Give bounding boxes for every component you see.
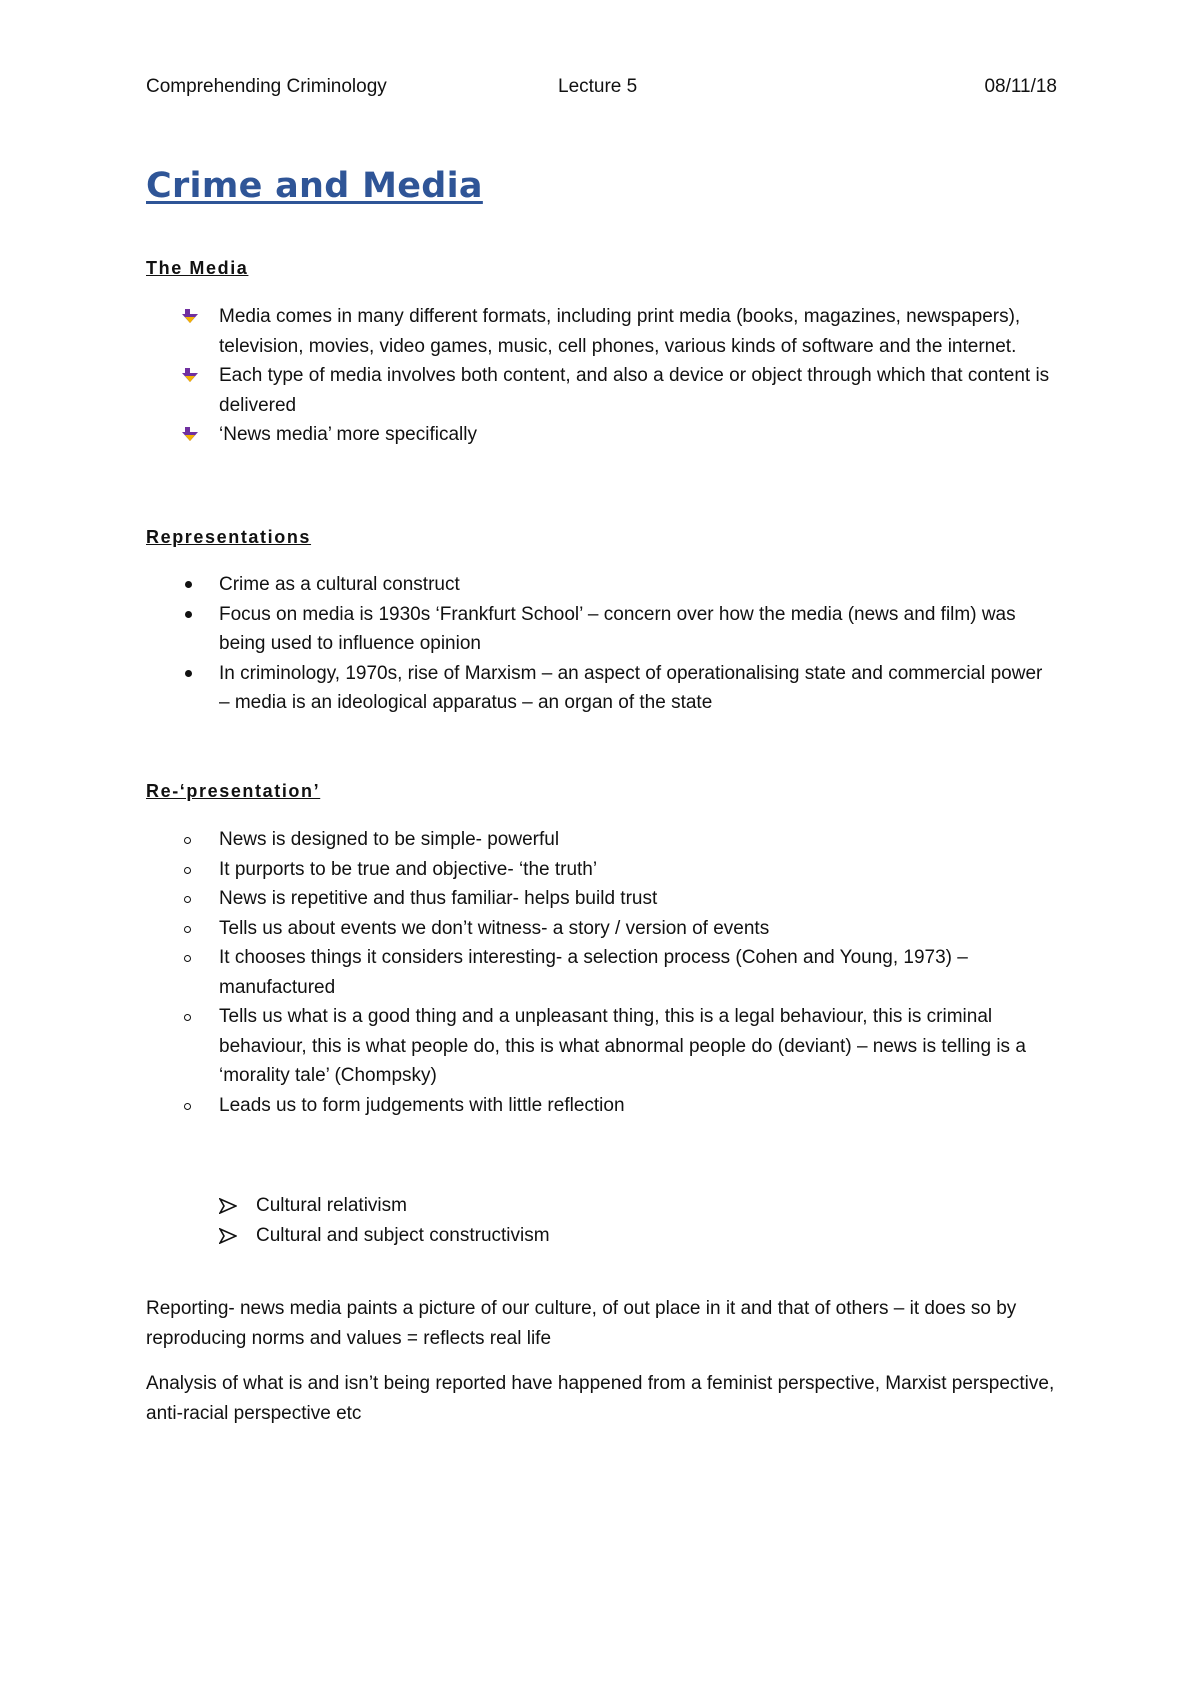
- list-item: [146, 1002, 1057, 1091]
- list-item-text: Cultural relativism: [256, 1195, 407, 1216]
- header-lecture: Lecture 5: [558, 76, 638, 97]
- hollow-circle-bullet-icon: [182, 825, 202, 854]
- chevron-arrow-bullet-icon: [219, 1221, 239, 1250]
- heading-representations: Representations: [146, 527, 312, 547]
- hollow-circle-bullet-icon: [182, 884, 202, 913]
- list-item: [146, 825, 1057, 855]
- list-item: [146, 884, 1057, 914]
- arrow-bullet-icon: [182, 361, 202, 390]
- list-item-text: Tells us about events we don’t witness- a story / version of events: [219, 917, 770, 939]
- list-item-text: Media comes in many different formats, including print media (books, magazines, newspapers), television, movies, video games, music, cell phones, various kinds of software and the internet.: [219, 306, 1021, 357]
- representation-sublist: [146, 1191, 1057, 1250]
- list-item: [146, 1221, 1057, 1251]
- representation-list: [146, 825, 1057, 1120]
- list-item-text: It purports to be true and objective- ‘the truth’: [219, 858, 598, 880]
- list-item-text: News is designed to be simple- powerful: [219, 829, 560, 850]
- list-item-text: Focus on media is 1930s ‘Frankfurt School’ – concern over how the media (news and film) was being used to influence opinion: [219, 603, 1016, 654]
- list-item-text: It chooses things it considers interesting- a selection process (Cohen and Young, 1973) – manufactured: [219, 947, 968, 998]
- document-title: Crime and Media: [146, 166, 483, 206]
- chevron-arrow-bullet-icon: [219, 1191, 239, 1220]
- list-item-text: News is repetitive and thus familiar- helps build trust: [219, 888, 658, 909]
- header-date: 08/11/18: [984, 76, 1057, 97]
- list-item-text: ‘News media’ more specifically: [219, 424, 477, 445]
- arrow-bullet-icon: [182, 302, 202, 331]
- list-item: [146, 659, 1057, 718]
- list-item: [146, 1191, 1057, 1221]
- hollow-circle-bullet-icon: [182, 943, 202, 972]
- list-item: [146, 361, 1057, 420]
- list-item-text: Each type of media involves both content, and also a device or object through which that content is delivered: [219, 365, 1050, 416]
- heading-re-presentation: Re-‘presentation’: [146, 781, 321, 801]
- filled-dot-bullet-icon: [182, 570, 202, 599]
- paragraph-reporting: Reporting- news media paints a picture of our culture, of out place in it and that of others – it does so by reproducing norms and values = reflects real life: [146, 1298, 1017, 1349]
- heading-the-media: The Media: [146, 258, 249, 278]
- list-item-text: Tells us what is a good thing and a unpleasant thing, this is a legal behaviour, this is criminal behaviour, this is what people do, this is what abnormal people do (deviant) – news is telling is a ‘morality tale’ (Chompsky): [219, 1006, 1026, 1086]
- page-header: [146, 76, 1057, 104]
- header-course: Comprehending Criminology: [146, 76, 387, 97]
- representations-list: [146, 570, 1057, 718]
- arrow-bullet-icon: [182, 420, 202, 449]
- list-item: [146, 855, 1057, 885]
- hollow-circle-bullet-icon: [182, 914, 202, 943]
- list-item-text: Cultural and subject constructivism: [256, 1224, 550, 1246]
- filled-dot-bullet-icon: [182, 600, 202, 629]
- list-item-text: Leads us to form judgements with little reflection: [219, 1094, 625, 1116]
- list-item: [146, 943, 1057, 1002]
- paragraph-analysis: Analysis of what is and isn’t being reported have happened from a feminist perspective, Marxist perspective, anti-racial perspective etc: [146, 1373, 1055, 1424]
- hollow-circle-bullet-icon: [182, 1002, 202, 1031]
- list-item: [146, 914, 1057, 944]
- list-item: [146, 302, 1057, 361]
- filled-dot-bullet-icon: [182, 659, 202, 688]
- list-item: [146, 1091, 1057, 1121]
- media-list: [146, 302, 1057, 450]
- list-item: [146, 600, 1057, 659]
- list-item: [146, 570, 1057, 600]
- hollow-circle-bullet-icon: [182, 1091, 202, 1120]
- hollow-circle-bullet-icon: [182, 855, 202, 884]
- list-item: [146, 420, 1057, 450]
- list-item-text: Crime as a cultural construct: [219, 574, 460, 595]
- list-item-text: In criminology, 1970s, rise of Marxism – an aspect of operationalising state and commercial power – media is an ideological apparatus – an organ of the state: [219, 662, 1043, 713]
